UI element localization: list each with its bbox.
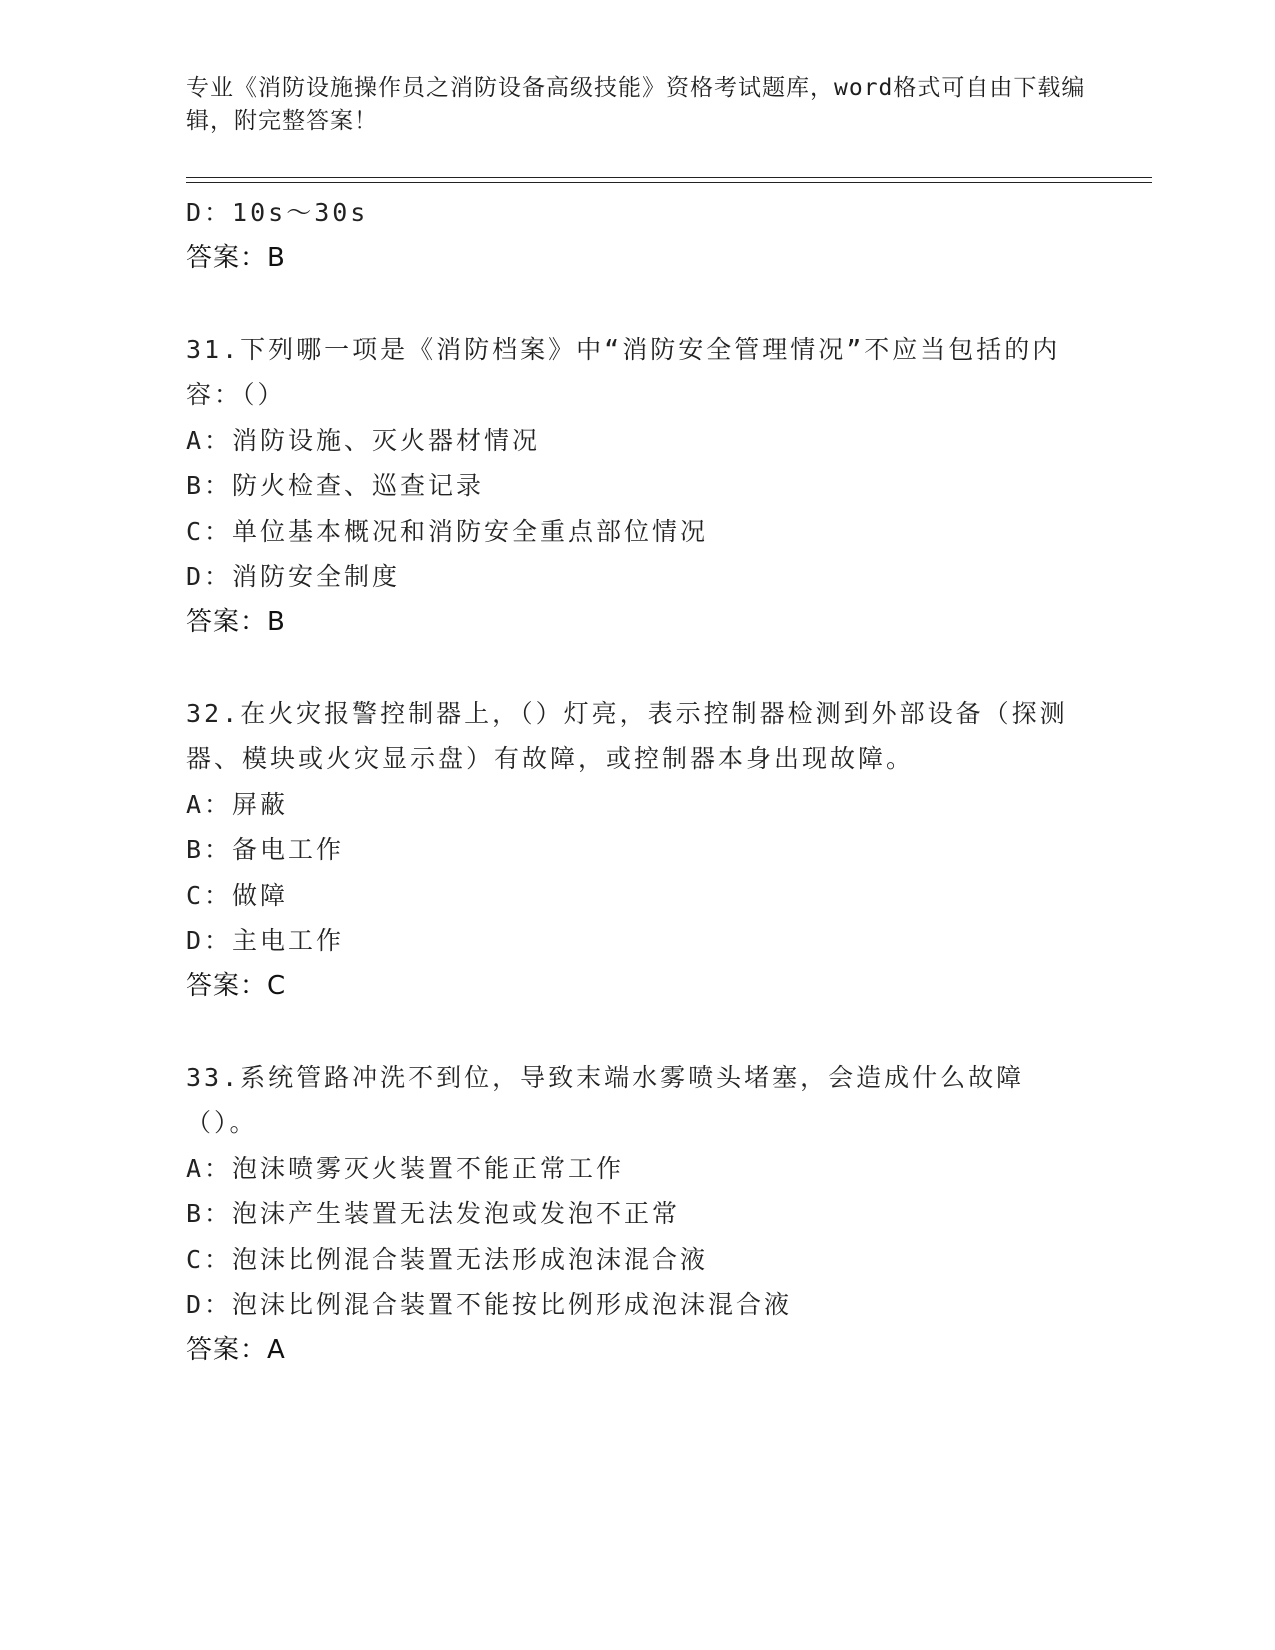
option-a: A：屏蔽 — [186, 789, 289, 819]
page-header: 专业《消防设施操作员之消防设备高级技能》资格考试题库，word格式可自由下载编辑，附完整答案！ — [186, 75, 1086, 134]
answer: 答案：B — [186, 606, 286, 637]
answer: 答案：B — [186, 242, 286, 273]
option-a: A：消防设施、灭火器材情况 — [186, 425, 541, 455]
question-32 — [186, 691, 1086, 1010]
option-d: D：主电工作 — [186, 926, 345, 955]
spacer — [186, 645, 1086, 691]
question-stem: 32.在火灾报警控制器上，（）灯亮，表示控制器检测到外部设备（探测器、模块或火灾显示盘）有故障，或控制器本身出现故障。 — [186, 698, 1068, 773]
option-d: D：10s～30s — [186, 198, 369, 227]
question-33 — [186, 1055, 1086, 1374]
answer: 答案：A — [186, 1334, 286, 1365]
option-b: B：泡沫产生装置无法发泡或发泡不正常 — [186, 1199, 681, 1228]
question-stem: 31.下列哪一项是《消防档案》中“消防安全管理情况”不应当包括的内容：（） — [186, 334, 1061, 409]
option-b: B：防火检查、巡查记录 — [186, 471, 485, 500]
question-stem: 33.系统管路冲洗不到位，导致末端水雾喷头堵塞，会造成什么故障（）。 — [186, 1062, 1025, 1137]
option-d: D：消防安全制度 — [186, 562, 401, 591]
option-c: C：泡沫比例混合装置无法形成泡沫混合液 — [186, 1244, 709, 1274]
option-d: D：泡沫比例混合装置不能按比例形成泡沫混合液 — [186, 1290, 793, 1319]
option-c: C：做障 — [186, 880, 289, 910]
option-c: C：单位基本概况和消防安全重点部位情况 — [186, 516, 709, 546]
spacer — [186, 1009, 1086, 1055]
question-list — [186, 190, 1086, 1373]
option-a: A：泡沫喷雾灭火装置不能正常工作 — [186, 1153, 625, 1183]
option-b: B：备电工作 — [186, 835, 345, 864]
header-rule-top — [186, 177, 1152, 178]
question-31 — [186, 327, 1086, 646]
spacer — [186, 281, 1086, 327]
header-rule-bottom — [186, 182, 1152, 183]
answer: 答案：C — [186, 970, 287, 1001]
